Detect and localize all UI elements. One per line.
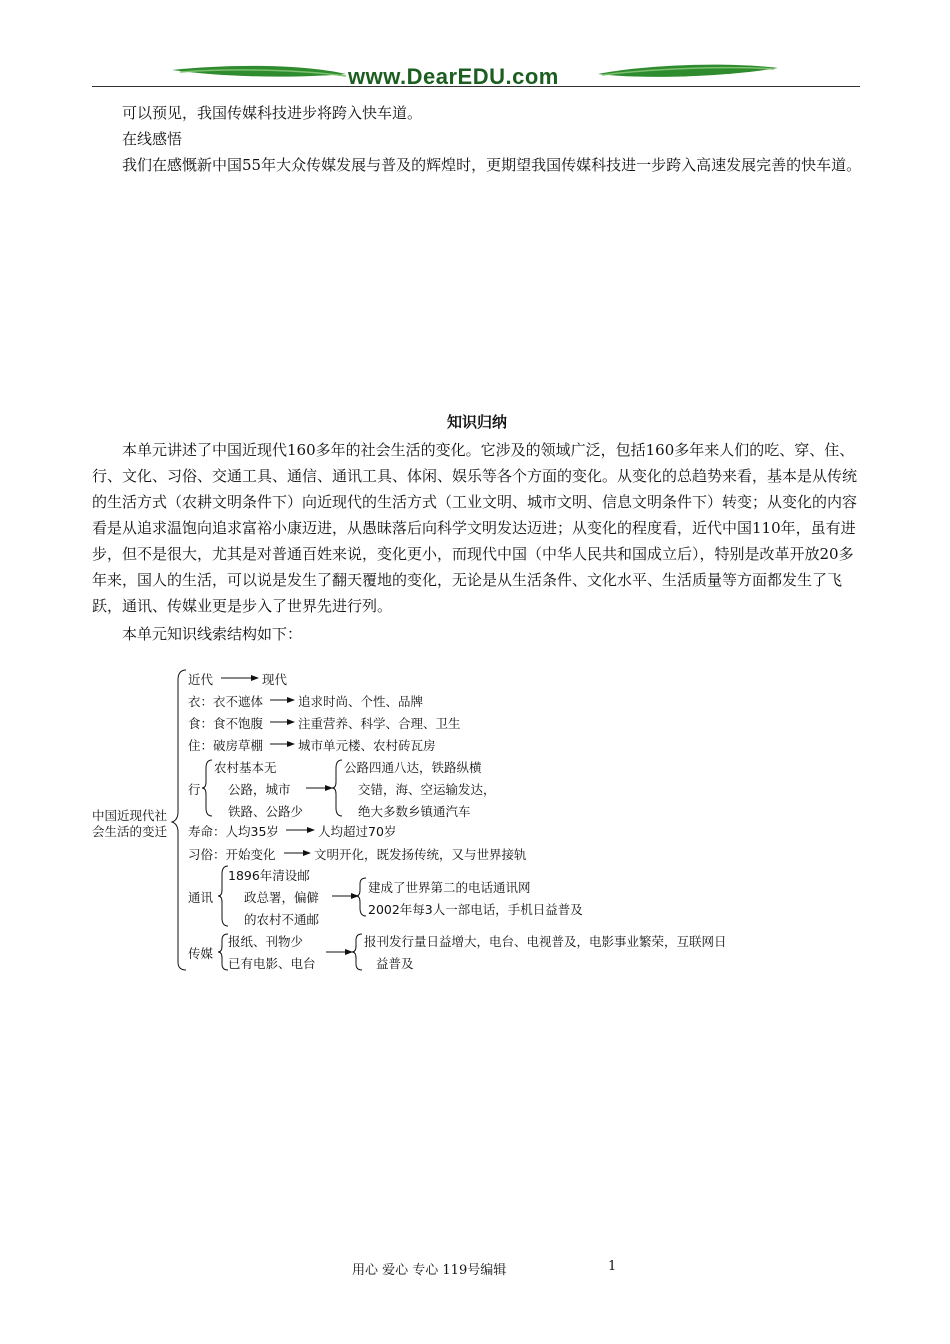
site-title: www.DearEDU.com [348,64,559,89]
media-to-1: 报刊发行量日益增大，电台、电视普及，电影事业繁荣，互联网日 [364,934,727,949]
communication-to-2: 2002年每3人一部电话，手机日益普及 [368,902,583,917]
online-reflection-heading: 在线感悟 [122,130,183,148]
foresight-line: 可以预见，我国传媒科技进步将跨入快车道。 [122,104,423,122]
tree-root-line1: 中国近现代社 [92,808,168,823]
travel-to-1: 公路四通八达，铁路纵横 [344,760,482,775]
modern-to: 现代 [262,672,288,687]
media-from-2: 已有电影、电台 [228,956,316,971]
food-to: 注重营养、科学、合理、卫生 [298,716,461,731]
media-to-2: 益普及 [376,956,414,971]
communication-from-1: 1896年清设邮 [228,868,310,883]
reflection-paragraph: 我们在感慨新中国55年大众传媒发展与普及的辉煌时，更期望我国传媒科技进一步跨入高速发展完善的快车道。 [122,156,862,174]
footer-text: 用心 爱心 专心 119号编辑 [352,1263,507,1278]
lifespan-from: 寿命：人均35岁 [188,824,279,839]
communication-from-2: 政总署，偏僻 [244,890,320,905]
modern-from: 近代 [188,672,214,687]
knowledge-summary-title: 知识归纳 [446,413,507,431]
media-label: 传媒 [188,946,214,961]
page-number: 1 [608,1259,617,1274]
clothing-to: 追求时尚、个性、品牌 [298,694,424,709]
customs-from: 习俗：开始变化 [188,847,276,862]
media-from-1: 报纸、刊物少 [228,934,304,949]
communication-to-1: 建成了世界第二的电话通讯网 [368,880,531,895]
housing-from: 住：破房草棚 [188,738,264,753]
travel-from-2: 公路，城市 [228,782,291,797]
lifespan-to: 人均超过70岁 [318,824,397,839]
communication-label: 通讯 [188,890,214,905]
customs-to: 文明开化，既发扬传统，又与世界接轨 [314,847,527,862]
communication-from-3: 的农村不通邮 [244,912,320,927]
travel-label: 行 [188,782,201,797]
travel-to-2: 交错，海、空运输发达， [358,782,496,797]
tree-root-line2: 会生活的变迁 [92,824,168,839]
travel-from-3: 铁路、公路少 [228,804,304,819]
travel-from-1: 农村基本无 [214,760,277,775]
travel-to-3: 绝大多数乡镇通汽车 [358,804,471,819]
knowledge-paragraph: 本单元讲述了中国近现代160多年的社会生活的变化。它涉及的领域广泛，包括160多年来人们的吃、穿、住、行、文化、习俗、交通工具、通信、通讯工具、体闲、娱乐等各个方面的变化。从变化的总趋势来看，基本是从传统的生活方式（农耕文明条件下）向近现代的生活方式（工业文明、城市文明、信息文明条件下）转变；从变化的内容看是从追求温饱向追求富裕小康迈进，从愚昧落后向科学文明发达迈进；从变化的程度看，近代中国110年，虽有进步，但不是很大，尤其是对普通百姓来说，变化更小，而现代中国（中华人民共和国成立后），特别是改革开放20多年来，国人的生活，可以说是发生了翻天覆地的变化，无论是从生活条件、文化水平、生活质量等方面都发生了飞跃，通讯、传媒业更是步入了世界先进行列。 [92,441,858,615]
housing-to: 城市单元楼、农村砖瓦房 [298,738,436,753]
clothing-from: 衣：衣不遮体 [188,694,264,709]
food-from: 食：食不饱腹 [188,716,264,731]
structure-intro: 本单元知识线索结构如下： [122,625,303,643]
